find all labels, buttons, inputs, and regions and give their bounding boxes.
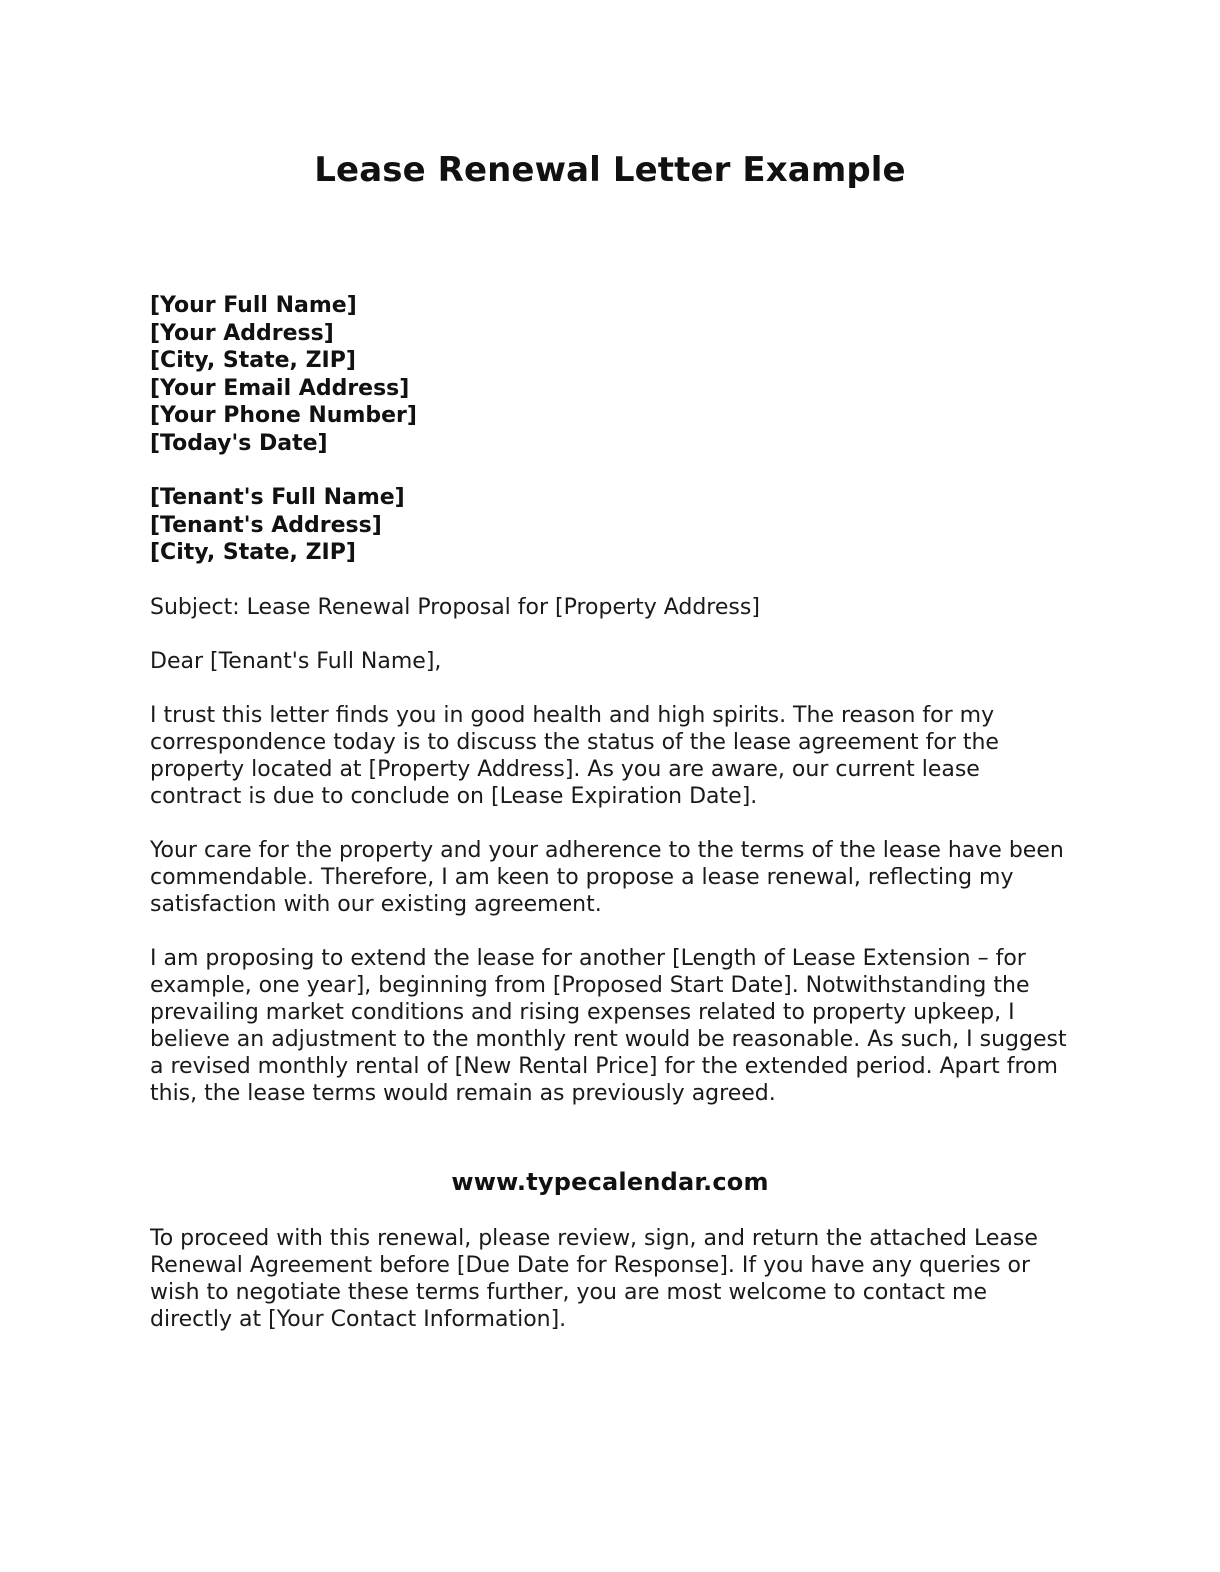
sender-line-date: [Today's Date] (150, 430, 328, 456)
sender-line-address: [Your Address] (150, 320, 334, 346)
body-paragraph-1: I trust this letter finds you in good health and high spirits. The reason for my correspondence today is to discuss the status of the lease agreement for the property located at [Property Address]. As you are aware, our current lease contract is due to conclude on [Lease Expiration Date]. (150, 702, 999, 809)
sender-line-email: [Your Email Address] (150, 375, 410, 401)
page-title: Lease Renewal Letter Example (314, 150, 906, 190)
recipient-line-city-state-zip: [City, State, ZIP] (150, 540, 356, 565)
sender-line-full-name: [Your Full Name] (150, 293, 357, 318)
sender-line-phone: [Your Phone Number] (150, 403, 417, 428)
site-watermark: www.typecalendar.com (451, 1167, 769, 1196)
body-paragraph-2: Your care for the property and your adherence to the terms of the lease have been commendable. Therefore, I am keen to propose a lease renewal, reflecting my satisfaction with our existing agreement. (150, 837, 1064, 917)
body-paragraph-3: I am proposing to extend the lease for another [Length of Lease Extension – for example, one year], beginning from [Proposed Start Date]. Notwithstanding the prevailing market conditions and rising expenses related to property upkeep, I believe an adjustment to the monthly rent would be reasonable. As such, I suggest a revised monthly rental of [New Rental Price] for the extended period. Apart from this, the lease terms would remain as previously agreed. (150, 945, 1067, 1106)
salutation-line: Dear [Tenant's Full Name], (150, 648, 442, 674)
letter-body (150, 292, 1070, 1333)
sender-line-city-state-zip: [City, State, ZIP] (150, 348, 356, 373)
closing-paragraph: To proceed with this renewal, please review, sign, and return the attached Lease Renewal Agreement before [Due Date for Response]. If you have any queries or wish to negotiate these terms further, you are most welcome to contact me directly at [Your Contact Information]. (150, 1225, 1038, 1332)
recipient-line-full-name: [Tenant's Full Name] (150, 485, 405, 510)
recipient-line-address: [Tenant's Address] (150, 512, 382, 538)
subject-line: Subject: Lease Renewal Proposal for [Property Address] (150, 594, 760, 620)
recipient-address-block (150, 484, 1070, 567)
sender-address-block (150, 292, 1070, 457)
